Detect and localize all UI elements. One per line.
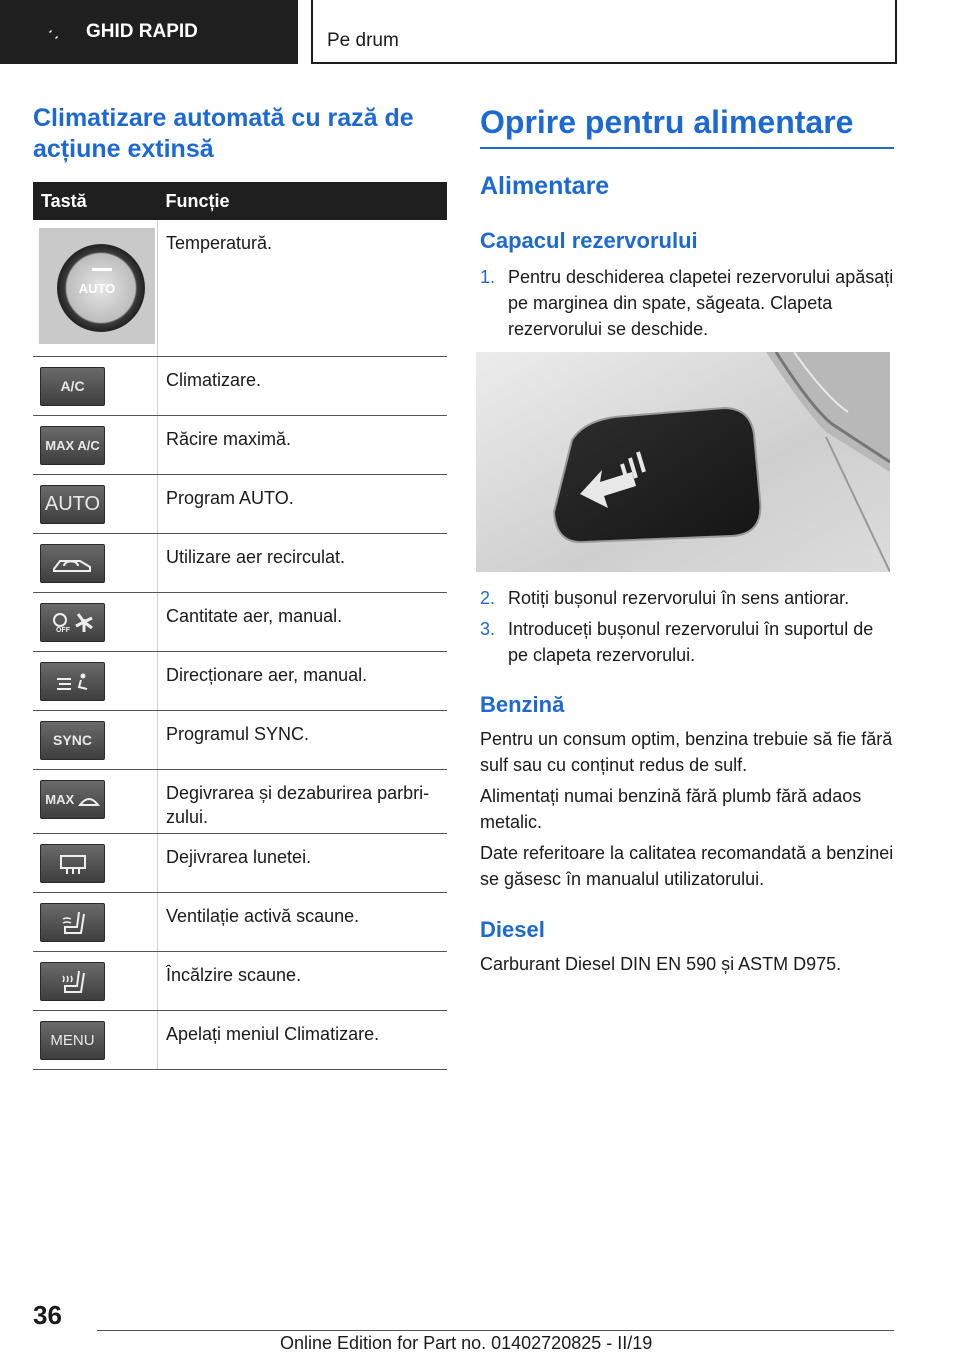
function-text: Cantitate aer, manual. bbox=[158, 592, 448, 651]
quick-guide-label: GHID RAPID bbox=[86, 21, 198, 42]
sync-button-icon: SYNC bbox=[40, 721, 105, 760]
recirculation-button-icon bbox=[40, 544, 105, 583]
fan-speed-button-icon bbox=[40, 603, 105, 642]
chapter-label: Pe drum bbox=[327, 30, 399, 51]
column-header-function: Funcție bbox=[158, 182, 448, 220]
tool-icon bbox=[42, 21, 64, 43]
function-text: Încălzire scaune. bbox=[158, 951, 448, 1010]
max-ac-button-icon: MAX A/C bbox=[40, 426, 105, 465]
diesel-paragraph: Carburant Diesel DIN EN 590 și ASTM D975. bbox=[480, 954, 842, 974]
benzina-paragraph-3: Date referitoare la calitatea recomandată a benzinei se găsesc în manualul utilizatorului. bbox=[480, 843, 894, 889]
table-row bbox=[33, 710, 447, 769]
benzina-paragraph-2: Alimentați numai benzină fără plumb fără adaos metalic. bbox=[480, 786, 862, 832]
function-text: Ventilație activă scaune. bbox=[158, 892, 448, 951]
function-text: Apelați meniul Climatizare. bbox=[158, 1010, 448, 1069]
climate-section-title: Climatizare automată cu rază de acțiune extinsă bbox=[33, 104, 414, 163]
function-text: Dejivrarea lunetei. bbox=[158, 833, 448, 892]
table-row bbox=[33, 220, 447, 356]
page-number: 36 bbox=[33, 1300, 62, 1330]
table-row bbox=[33, 592, 447, 651]
subsection-title-cap: Capacul rezervorului bbox=[480, 228, 698, 253]
section-title-alimentare: Alimentare bbox=[480, 172, 610, 200]
function-text: Climatizare. bbox=[158, 356, 448, 415]
page-title: Oprire pentru alimentare bbox=[480, 104, 894, 149]
footer-edition: Online Edition for Part no. 01402720825 - II/19 bbox=[280, 1333, 653, 1353]
climate-keys-table bbox=[33, 182, 447, 1070]
menu-button-icon: MENU bbox=[40, 1021, 105, 1060]
benzina-paragraph-1: Pentru un consum optim, benzina trebuie să fie fără sulf sau cu conținut redus de sulf. bbox=[480, 729, 893, 775]
table-row bbox=[33, 833, 447, 892]
step-item: 1. Pentru deschiderea clapetei rezervorului apăsați pe marginea din spate, săgeata. Clapeta rezervorului se deschide. bbox=[480, 267, 894, 339]
quick-guide-tab[interactable] bbox=[0, 0, 298, 64]
air-distribution-button-icon bbox=[40, 662, 105, 701]
table-row bbox=[33, 951, 447, 1010]
function-text: Programul SYNC. bbox=[158, 710, 448, 769]
step-item: 2. Rotiți bușonul rezervorului în sens antiorar. bbox=[480, 588, 850, 608]
table-header-row bbox=[33, 182, 447, 220]
table-row bbox=[33, 533, 447, 592]
function-text: Direcționare aer, manual. bbox=[158, 651, 448, 710]
seat-heating-button-icon bbox=[40, 962, 105, 1001]
table-row bbox=[33, 356, 447, 415]
subsection-title-diesel: Diesel bbox=[480, 917, 545, 942]
column-header-key: Tastă bbox=[33, 182, 158, 220]
table-row bbox=[33, 474, 447, 533]
ac-button-icon: A/C bbox=[40, 367, 105, 406]
function-text: Program AUTO. bbox=[158, 474, 448, 533]
subsection-title-benzina: Benzină bbox=[480, 692, 565, 717]
svg-text:OFF: OFF bbox=[55, 626, 70, 634]
seat-ventilation-button-icon bbox=[40, 903, 105, 942]
footer-divider bbox=[97, 1330, 894, 1331]
table-row bbox=[33, 769, 447, 833]
table-row bbox=[33, 651, 447, 710]
temperature-knob-icon: AUTO bbox=[39, 228, 155, 344]
step-item: 3. Introduceți bușonul rezervorului în suportul de pe clapeta rezervorului. bbox=[480, 619, 874, 665]
table-row bbox=[33, 415, 447, 474]
rear-defrost-button-icon bbox=[40, 844, 105, 883]
function-text: Răcire maximă. bbox=[158, 415, 448, 474]
table-row bbox=[33, 892, 447, 951]
function-text: Temperatură. bbox=[158, 220, 448, 356]
function-text: Utilizare aer recirculat. bbox=[158, 533, 448, 592]
table-row bbox=[33, 1010, 447, 1069]
max-defrost-button-icon: MAX bbox=[40, 780, 105, 819]
chapter-tab bbox=[311, 0, 897, 64]
fuel-flap-photo bbox=[476, 352, 890, 572]
auto-button-icon: AUTO bbox=[40, 485, 105, 524]
function-text: Degivrarea și dezaburirea parbrizului. bbox=[158, 769, 448, 833]
